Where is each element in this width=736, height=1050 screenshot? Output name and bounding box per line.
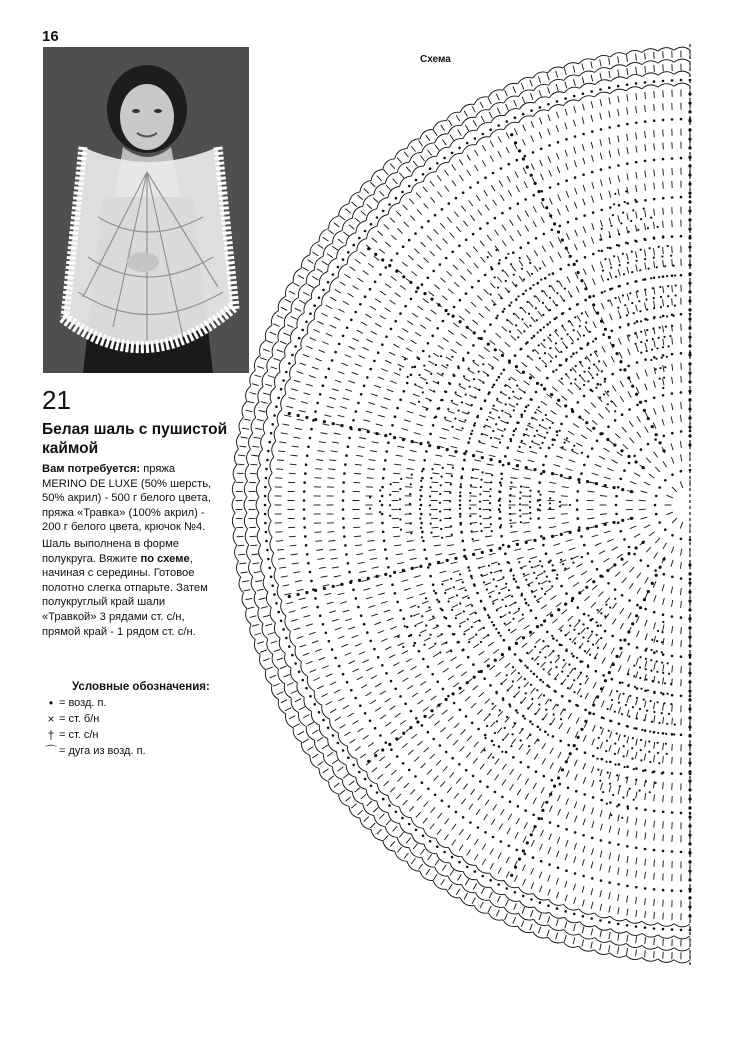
page-number: 16 [42,28,59,45]
single-crochet-icon: × [47,711,55,726]
shawl-photo-illustration [43,47,249,373]
chain-stitch-icon: • [48,695,54,710]
scheme-label: Схема [420,54,451,65]
chain-arc-icon: ⌒ [44,743,57,758]
model-photo [43,47,249,373]
instructions-part2: , начиная с середины. Готовое полотно слегка отпарьте. Затем полукруглый край шали «Травкой» 3 рядами ст. с/н, прямой край - 1 рядом ст. с/н. [42,552,208,638]
legend-item: × = ст. б/н [44,711,224,727]
instructions-emphasis: по схеме [140,552,190,565]
pattern-number: 21 [42,385,71,415]
legend-heading: Условные обозначения: [72,681,210,693]
materials-text [42,462,222,535]
materials-label: Вам потребуется: [42,463,141,475]
legend-item-text: возд. п. [68,696,107,709]
legend-item-text: дуга из возд. п. [68,744,146,757]
pattern-title: Белая шаль с пушистой каймой [42,421,228,457]
legend-item: ⌒ = дуга из возд. п. [44,743,146,758]
legend [44,680,224,759]
diagram-stitches [232,44,692,966]
double-crochet-icon: † [47,727,55,742]
legend-item: • = возд. п. [44,695,224,711]
instructions-text [42,537,222,639]
legend-item-text: ст. б/н [68,712,100,725]
legend-item: † = ст. с/н [44,727,224,743]
instructions-part1: Шаль выполнена в форме полукруга. Вяжите [42,538,180,565]
materials-body: пряжа MERINO DE LUXE (50% шерсть, 50% акрил) - 500 г белого цвета, пряжа «Травка» (100% акрил) - 200 г белого цвета, крючок №4. [42,463,212,534]
legend-item-text: ст. с/н [68,728,99,741]
crochet-scheme-diagram [220,20,736,1030]
